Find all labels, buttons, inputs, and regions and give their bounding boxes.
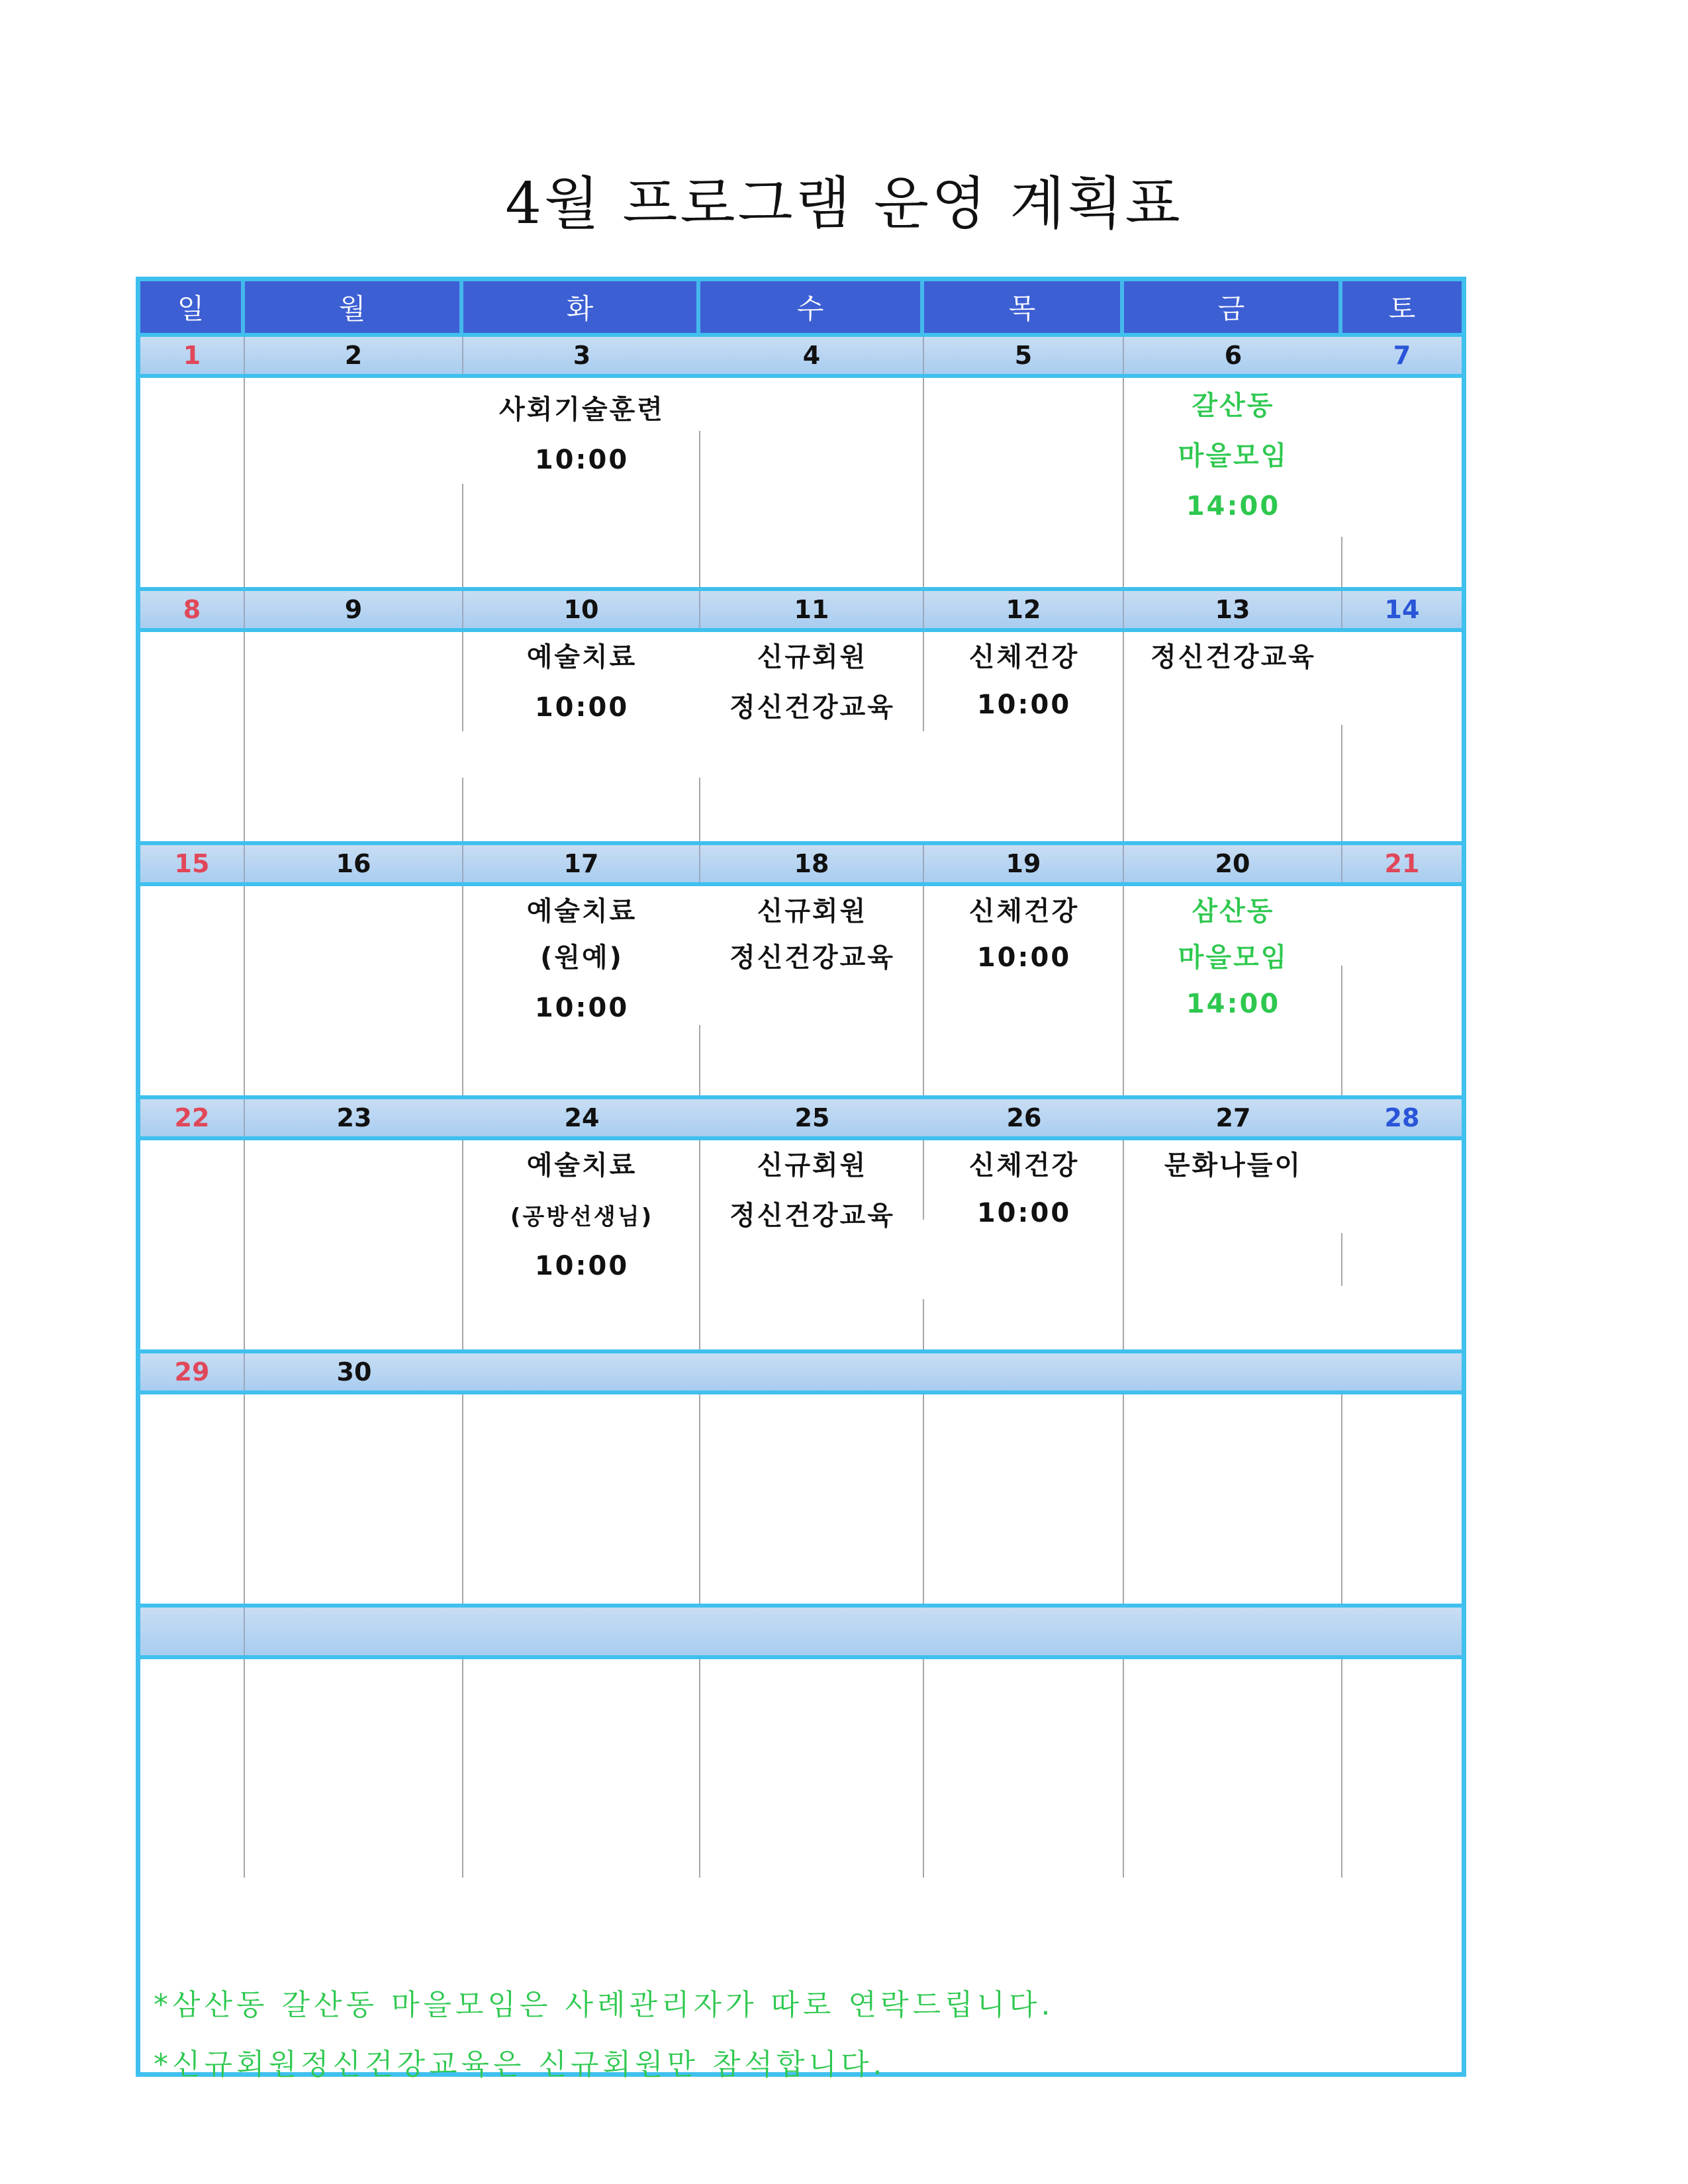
week-row-3 xyxy=(140,841,1462,1095)
day-cell xyxy=(140,1394,245,1604)
date-cell: 16 xyxy=(245,845,463,882)
event-subtitle: 정신건강교육 xyxy=(729,692,895,723)
date-row xyxy=(140,1095,1462,1140)
event-title: 신규회원 xyxy=(757,896,868,927)
date-cell: 17 xyxy=(463,845,700,882)
event-note: (공방선생님) xyxy=(510,1204,654,1230)
event-title: 신체건강 xyxy=(968,896,1080,927)
week-row-6 xyxy=(140,1604,1462,1948)
date-cell xyxy=(924,1353,1124,1390)
event-title: 정신건강교육 xyxy=(1150,642,1316,672)
date-cell xyxy=(700,1353,924,1390)
weekday-fri: 금 xyxy=(1124,281,1342,333)
event-time: 10:00 xyxy=(976,942,1072,973)
day-cell xyxy=(140,632,245,841)
week-row-4 xyxy=(140,1095,1462,1349)
day-cell xyxy=(1342,1140,1462,1349)
event-title: 예술치료 xyxy=(526,642,637,672)
date-cell: 2 xyxy=(245,337,463,374)
event-time: 10:00 xyxy=(976,690,1072,720)
date-cell: 11 xyxy=(700,591,924,628)
event-time: 10:00 xyxy=(976,1198,1072,1228)
day-cell xyxy=(1342,1394,1462,1604)
event-subtitle: 마을모임 xyxy=(1178,942,1289,973)
day-cell xyxy=(140,378,245,587)
event-title: 신체건강 xyxy=(968,642,1080,672)
event-time: 10:00 xyxy=(534,692,630,723)
event-time: 14:00 xyxy=(1186,491,1281,522)
day-cell xyxy=(924,632,1124,841)
date-cell: 14 xyxy=(1384,595,1420,624)
date-cell xyxy=(140,1608,245,1655)
event-title: 신체건강 xyxy=(968,1150,1080,1181)
day-cell xyxy=(700,1140,924,1349)
weekday-sat: 토 xyxy=(1342,281,1462,333)
date-cell: 20 xyxy=(1124,845,1342,882)
date-cell: 10 xyxy=(463,591,700,628)
day-cell xyxy=(245,378,463,587)
week-row-5 xyxy=(140,1349,1462,1604)
day-cell xyxy=(700,1659,924,1878)
day-cell xyxy=(1342,632,1462,841)
day-cell xyxy=(1342,1659,1462,1878)
date-cell: 29 xyxy=(140,1353,245,1390)
week-body xyxy=(140,1140,1462,1349)
day-cell xyxy=(463,378,700,587)
day-cell xyxy=(140,1659,245,1878)
date-cell xyxy=(1124,1608,1342,1655)
week-body xyxy=(140,1659,1462,1878)
date-cell: 13 xyxy=(1124,591,1342,628)
date-row xyxy=(140,1349,1462,1394)
calendar-table xyxy=(136,277,1466,2081)
date-cell: 15 xyxy=(140,845,245,882)
week-body xyxy=(140,378,1462,587)
date-cell: 1 xyxy=(140,337,245,374)
date-cell: 6 xyxy=(1224,341,1243,370)
date-cell: 5 xyxy=(924,337,1124,374)
day-cell xyxy=(700,1394,924,1604)
day-cell xyxy=(924,1659,1124,1878)
event-title: 삼산동 xyxy=(1192,896,1275,927)
date-cell xyxy=(463,1353,700,1390)
day-cell xyxy=(1124,378,1342,587)
weekday-thu: 목 xyxy=(924,281,1124,333)
footnote-2: *신규회원정신건강교육은 신규회원만 참석합니다. xyxy=(154,2048,886,2081)
event-title: 예술치료 xyxy=(526,1150,637,1181)
day-cell xyxy=(700,378,924,587)
weekday-tue: 화 xyxy=(463,281,700,333)
footnotes xyxy=(154,1976,1451,2095)
page-title: 4월 프로그램 운영 계획표 xyxy=(505,171,1183,237)
date-cell xyxy=(1124,1353,1342,1390)
footnote-1: *삼산동 갈산동 마을모임은 사례관리자가 따로 연락드립니다. xyxy=(154,1988,1055,2022)
day-cell xyxy=(1342,378,1462,587)
day-cell xyxy=(1124,1394,1342,1604)
date-cell: 19 xyxy=(924,845,1124,882)
weekday-header xyxy=(140,281,1462,333)
day-cell xyxy=(245,1659,463,1878)
week-row-1 xyxy=(140,333,1462,587)
event-title: 문화나들이 xyxy=(1164,1150,1303,1181)
day-cell xyxy=(463,632,700,841)
day-cell xyxy=(463,1394,700,1604)
week-body xyxy=(140,886,1462,1095)
day-cell xyxy=(924,886,1124,1095)
event-time: 10:00 xyxy=(534,445,630,475)
date-cell: 12 xyxy=(924,591,1124,628)
day-cell xyxy=(1124,1659,1342,1878)
date-cell xyxy=(700,1608,924,1655)
date-row xyxy=(140,1604,1462,1659)
day-cell xyxy=(245,1140,463,1349)
event-subtitle: 정신건강교육 xyxy=(729,1201,895,1231)
event-title: 사회기술훈련 xyxy=(499,394,665,425)
date-cell xyxy=(463,1608,700,1655)
date-cell xyxy=(924,1608,1124,1655)
event-subtitle: 마을모임 xyxy=(1178,441,1289,471)
date-cell: 27 xyxy=(1215,1103,1251,1132)
day-cell xyxy=(463,1140,700,1349)
day-cell xyxy=(1124,886,1342,1095)
event-title: 예술치료 xyxy=(526,896,637,927)
day-cell xyxy=(140,1140,245,1349)
date-cell: 3 xyxy=(573,341,591,370)
day-cell xyxy=(1342,886,1462,1095)
day-cell xyxy=(463,1659,700,1878)
week-body xyxy=(140,632,1462,841)
date-cell: 7 xyxy=(1393,341,1411,370)
event-title: 갈산동 xyxy=(1192,390,1275,421)
day-cell xyxy=(463,886,700,1095)
date-row xyxy=(140,587,1462,632)
day-cell xyxy=(140,886,245,1095)
day-cell xyxy=(245,632,463,841)
week-body xyxy=(140,1394,1462,1604)
weekday-wed: 수 xyxy=(700,281,924,333)
date-cell: 25 xyxy=(794,1103,830,1132)
event-note: (원예) xyxy=(540,942,624,973)
date-cell xyxy=(1342,1353,1462,1390)
weekday-mon: 월 xyxy=(245,281,463,333)
date-row xyxy=(140,841,1462,886)
day-cell xyxy=(700,632,924,841)
event-time: 14:00 xyxy=(1186,989,1281,1019)
date-cell: 23 xyxy=(336,1103,372,1132)
event-time: 10:00 xyxy=(534,993,630,1023)
date-cell: 21 xyxy=(1384,849,1420,878)
event-title: 신규회원 xyxy=(757,642,868,672)
date-cell: 22 xyxy=(140,1099,245,1136)
date-cell: 4 xyxy=(700,337,924,374)
date-cell: 28 xyxy=(1384,1103,1420,1132)
day-cell xyxy=(1124,632,1342,841)
date-cell xyxy=(1342,1608,1462,1655)
date-cell: 9 xyxy=(245,591,463,628)
event-title: 신규회원 xyxy=(757,1150,868,1181)
date-cell xyxy=(245,1608,463,1655)
weekday-sun: 일 xyxy=(140,281,245,333)
date-cell: 8 xyxy=(140,591,245,628)
day-cell xyxy=(924,1140,1124,1349)
day-cell xyxy=(924,1394,1124,1604)
week-row-2 xyxy=(140,587,1462,841)
date-cell: 26 xyxy=(1006,1103,1042,1132)
event-subtitle: 정신건강교육 xyxy=(729,942,895,973)
day-cell xyxy=(924,378,1124,587)
date-row xyxy=(140,333,1462,378)
day-cell xyxy=(1124,1140,1342,1349)
day-cell xyxy=(700,886,924,1095)
event-time: 10:00 xyxy=(534,1251,630,1281)
day-cell xyxy=(245,1394,463,1604)
date-cell: 24 xyxy=(564,1103,600,1132)
date-cell: 30 xyxy=(336,1357,372,1387)
day-cell xyxy=(245,886,463,1095)
date-cell: 18 xyxy=(700,845,924,882)
